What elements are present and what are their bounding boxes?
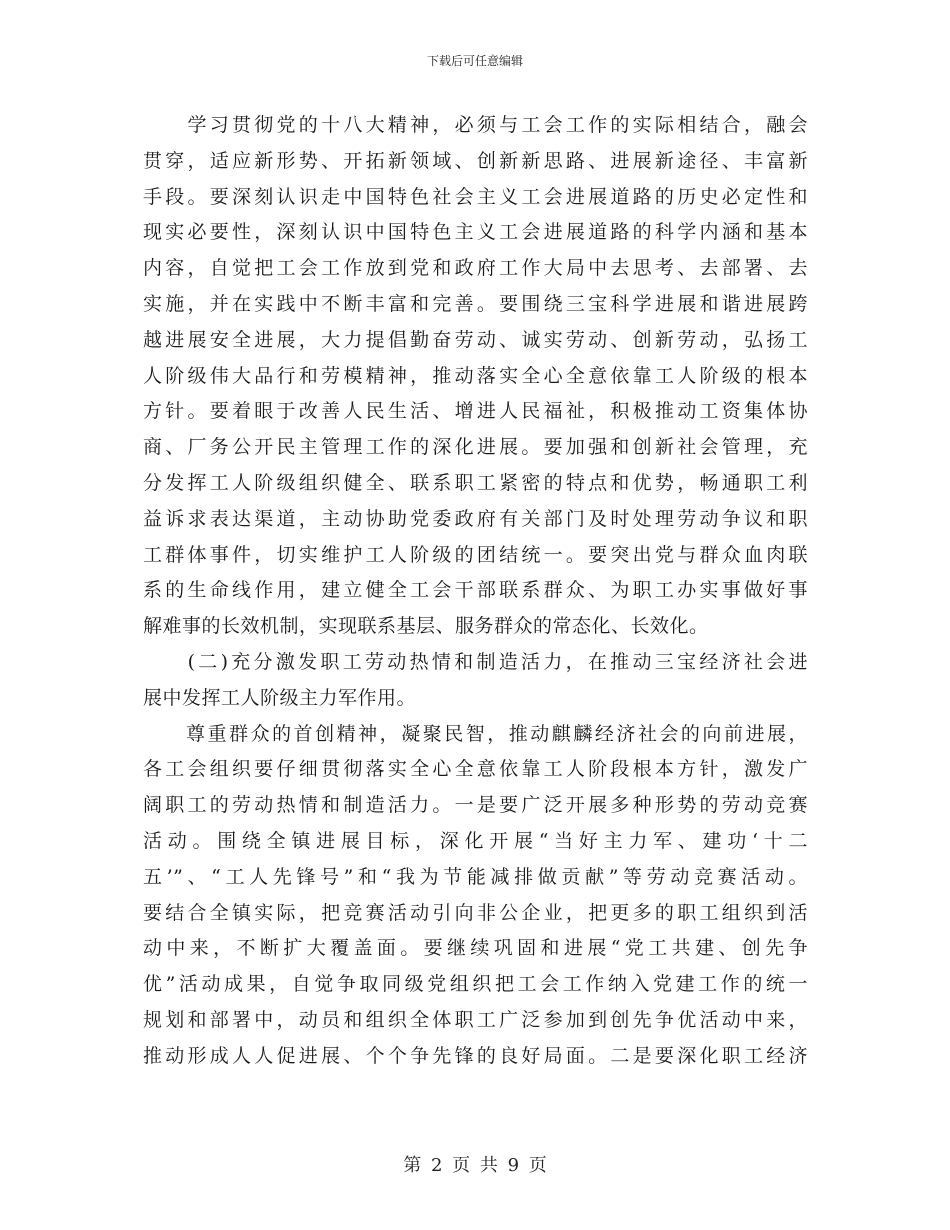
text-line: 活动。围绕全镇进展目标，深化开展“当好主力军、建功‘十二: [143, 829, 808, 852]
text-line: 人阶级伟大品行和劳模精神，推动落实全心全意依靠工人阶级的根本: [143, 364, 808, 387]
text-line: 要结合全镇实际，把竞赛活动引向非公企业，把更多的职工组织到活: [143, 901, 808, 924]
page-number: 第 2 页 共 9 页: [403, 1155, 547, 1176]
text-line: 益诉求表达渠道，主动协助党委政府有关部门及时处理劳动争议和职: [143, 507, 808, 530]
document-body: [143, 108, 808, 1075]
text-line: 阔职工的劳动热情和制造活力。一是要广泛开展多种形势的劳动竞赛: [143, 794, 808, 817]
text-line: 方针。要着眼于改善人民生活、增进人民福祉，积极推动工资集体协: [143, 400, 808, 423]
text-line: 解难事的长效机制，实现联系基层、服务群众的常态化、长效化。: [143, 615, 709, 638]
text-line: 五’”、“工人先锋号”和“我为节能减排做贡献”等劳动竞赛活动。: [143, 865, 808, 888]
text-line: 商、厂务公开民主管理工作的深化进展。要加强和创新社会管理，充: [143, 436, 808, 459]
text-line: 各工会组织要仔细贯彻落实全心全意依靠工人阶段根本方针，激发广: [143, 758, 808, 781]
text-line: 尊重群众的首创精神，凝聚民智，推动麒麟经济社会的向前进展，: [143, 722, 808, 745]
page-header-note: 下载后可任意编辑: [426, 54, 523, 68]
text-line: 学习贯彻党的十八大精神，必须与工会工作的实际相结合，融会: [143, 114, 808, 136]
text-line: 分发挥工人阶级组织健全、联系职工紧密的特点和优势，畅通职工利: [143, 471, 808, 494]
text-line: 推动形成人人促进展、个个争先锋的良好局面。二是要深化职工经济: [143, 1044, 808, 1067]
text-line: 现实必要性，深刻认识中国特色主义工会进展道路的科学内涵和基本: [143, 221, 808, 244]
text-line: 系的生命线作用，建立健全工会干部联系群众、为职工办实事做好事: [143, 579, 808, 602]
text-line: 动中来，不断扩大覆盖面。要继续巩固和进展“党工共建、创先争: [143, 937, 808, 960]
text-line: 贯穿，适应新形势、开拓新领域、创新新思路、进展新途径、丰富新: [143, 149, 808, 172]
text-line: 内容，自觉把工会工作放到党和政府工作大局中去思考、去部署、去: [143, 257, 808, 280]
text-line: 实施，并在实践中不断丰富和完善。要围绕三宝科学进展和谐进展跨: [143, 292, 808, 315]
text-line: 越进展安全进展，大力提倡勤奋劳动、诚实劳动、创新劳动，弘扬工: [143, 328, 808, 351]
text-line: 规划和部署中，动员和组织全体职工广泛参加到创先争优活动中来，: [143, 1008, 808, 1031]
text-line: 展中发挥工人阶级主力军作用。: [143, 686, 417, 709]
text-line: 工群体事件，切实维护工人阶级的团结统一。要突出党与群众血肉联: [143, 543, 808, 566]
text-line: 手段。要深刻认识走中国特色社会主义工会进展道路的历史必定性和: [143, 185, 808, 208]
text-line: 优”活动成果，自觉争取同级党组织把工会工作纳入党建工作的统一: [143, 973, 808, 996]
text-line: (二)充分激发职工劳动热情和制造活力，在推动三宝经济社会进: [143, 650, 808, 673]
